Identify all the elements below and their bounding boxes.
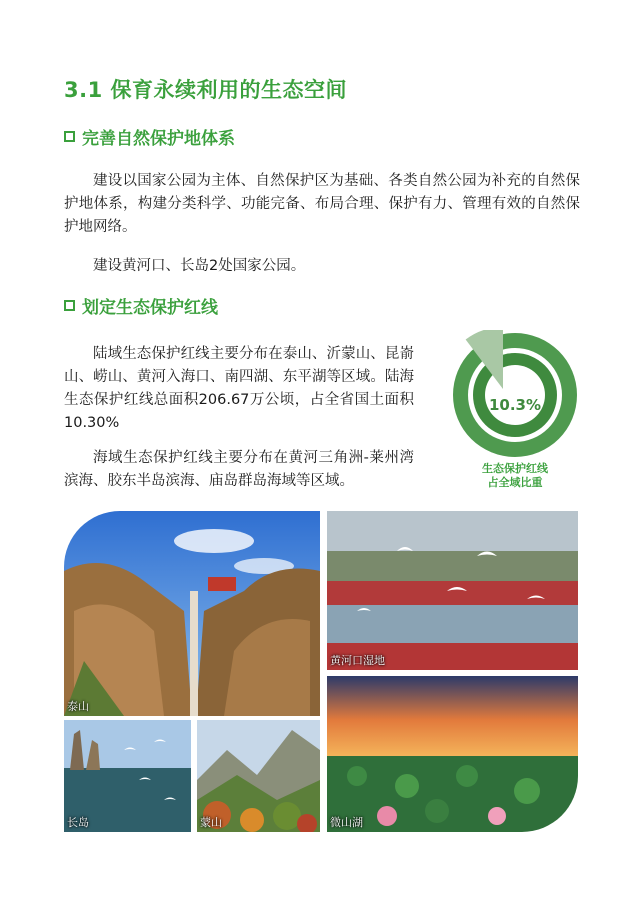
paragraph-sea-red-line: 海域生态保护红线主要分布在黄河三角洲-莱州湾滨海、胶东半岛滨海、庙岛群岛海域等区域。 — [64, 450, 414, 489]
weishanhu-picture — [327, 676, 578, 832]
donut-caption — [440, 462, 590, 490]
section-heading-text: 完善自然保护地体系 — [82, 129, 235, 149]
donut-caption-line1: 生态保护红线 — [482, 462, 548, 475]
photo-label-mengshan: 蒙山 — [200, 816, 222, 829]
section-heading-text: 划定生态保护红线 — [82, 298, 218, 318]
donut-caption-line2: 占全域比重 — [487, 476, 543, 489]
photo-label-taishan: 泰山 — [67, 700, 89, 713]
photo-label-changdao: 长岛 — [67, 816, 89, 829]
section-heading-red-line — [64, 293, 218, 318]
photo-mengshan — [197, 720, 320, 832]
photo-weishanhu — [327, 676, 578, 832]
square-bullet-icon — [64, 131, 75, 142]
donut-chart — [430, 330, 580, 480]
section-heading-protected-areas — [64, 124, 235, 149]
huanghekou-picture — [327, 511, 578, 670]
photo-label-weishanhu: 微山湖 — [330, 816, 363, 829]
paragraph-protected-area-system: 建设以国家公园为主体、自然保护区为基础、各类自然公园为补充的自然保护地体系，构建分类科学、功能完备、布局合理、保护有力、管理有效的自然保护地网络。 — [64, 173, 580, 235]
photo-label-huanghekou: 黄河口湿地 — [330, 654, 385, 667]
taishan-picture — [64, 511, 320, 716]
photo-huanghekou — [327, 511, 578, 670]
donut-percent-label: 10.3% — [488, 396, 542, 414]
square-bullet-icon — [64, 300, 75, 311]
paragraph-land-red-line: 陆域生态保护红线主要分布在泰山、沂蒙山、昆嵛山、崂山、黄河入海口、南四湖、东平湖等区域。陆海生态保护红线总面积206.67万公顷，占全省国土面积10.30% — [64, 346, 414, 431]
paragraph-national-parks: 建设黄河口、长岛2处国家公园。 — [93, 258, 306, 274]
photo-taishan — [64, 511, 320, 716]
page-title: 3.1 保育永续利用的生态空间 — [64, 78, 348, 102]
photo-changdao — [64, 720, 191, 832]
